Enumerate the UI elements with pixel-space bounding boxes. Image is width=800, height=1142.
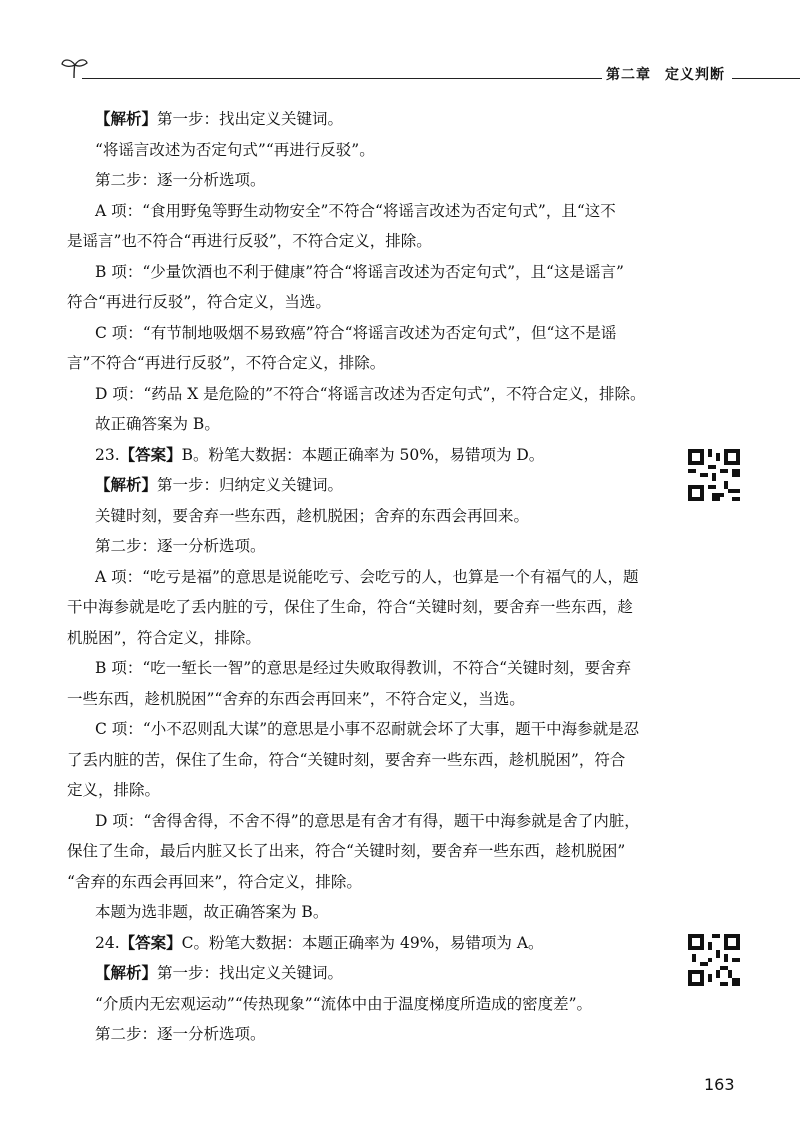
text-line (67, 842, 665, 873)
line-text: D 项：“舍得舍得，不舍不得”的意思是有舍才有得，题干中海参就是舍了内脏， (95, 811, 640, 830)
line-text: 保住了生命，最后内脏又长了出来，符合“关键时刻，要舍弃一些东西，趁机脱困” (67, 842, 626, 860)
text-line (67, 415, 665, 446)
text-line (67, 568, 665, 599)
text-line (67, 232, 665, 263)
text-line (67, 354, 665, 385)
text-line (67, 202, 665, 233)
section-tag: 【答案】 (119, 933, 182, 952)
text-line (67, 873, 665, 904)
line-text: A 项：“食用野兔等野生动物安全”不符合“将谣言改述为否定句式”，且“这不 (95, 201, 616, 220)
question-number: 23. (95, 445, 120, 464)
text-line (67, 995, 665, 1026)
line-text: 第一步：找出定义关键词。 (157, 964, 344, 982)
line-text: B 项：“少量饮酒也不利于健康”符合“将谣言改述为否定句式”，且“这是谣言” (95, 262, 624, 281)
line-text: “将谣言改述为否定句式”“再进行反驳”。 (95, 140, 375, 159)
line-text: 第一步：归纳定义关键词。 (157, 476, 344, 494)
line-text: 本题为选非题，故正确答案为 B。 (95, 903, 329, 921)
line-text: “舍弃的东西会再回来”，符合定义，排除。 (67, 872, 362, 891)
line-text: 言”不符合“再进行反驳”，不符合定义，排除。 (67, 354, 386, 372)
text-line (67, 781, 665, 812)
line-text: 故正确答案为 B。 (95, 415, 220, 433)
text-line (67, 507, 665, 538)
page-header (68, 54, 800, 88)
text-line (67, 598, 665, 629)
text-line (67, 446, 665, 477)
text-line (67, 659, 665, 690)
page-number: 163 (704, 1075, 735, 1094)
line-text: 干中海参就是吃了丢内脏的亏，保住了生命，符合“关键时刻，要舍弃一些东西，趁 (67, 598, 633, 616)
header-rule-left (82, 78, 602, 79)
line-text: B 项：“吃一堑长一智”的意思是经过失败取得教训，不符合“关键时刻，要舍弃 (95, 659, 632, 677)
text-line (67, 537, 665, 568)
section-tag: 【答案】 (119, 445, 182, 464)
line-text: 第二步：逐一分析选项。 (95, 171, 266, 189)
line-text: 是谣言”也不符合“再进行反驳”，不符合定义，排除。 (67, 232, 432, 250)
line-text: C。粉笔大数据：本题正确率为 49%，易错项为 A。 (181, 933, 544, 952)
line-text: A 项：“吃亏是福”的意思是说能吃亏、会吃亏的人，也算是一个有福气的人，题 (95, 567, 639, 586)
sprout-icon (60, 56, 90, 80)
line-text: C 项：“有节制地吸烟不易致癌”符合“将谣言改述为否定句式”，但“这不是谣 (95, 323, 617, 342)
text-line (67, 964, 665, 995)
line-text: 第二步：逐一分析选项。 (95, 537, 266, 555)
text-line (67, 476, 665, 507)
text-line (67, 903, 665, 934)
text-line (67, 293, 665, 324)
line-text: 符合“再进行反驳”，符合定义，当选。 (67, 293, 331, 311)
text-line (67, 324, 665, 355)
text-line (67, 720, 665, 751)
section-tag: 【解析】 (95, 476, 158, 494)
line-text: B。粉笔大数据：本题正确率为 50%，易错项为 D。 (181, 445, 545, 464)
section-tag: 【解析】 (95, 110, 158, 128)
text-line (67, 110, 665, 141)
line-text: “介质内无宏观运动”“传热现象”“流体中由于温度梯度所造成的密度差”。 (95, 994, 593, 1013)
section-label: 定义判断 (665, 67, 725, 83)
section-tag: 【解析】 (95, 964, 158, 982)
text-line (67, 171, 665, 202)
text-line (67, 629, 665, 660)
line-text: 关键时刻，要舍弃一些东西，趁机脱困；舍弃的东西会再回来。 (95, 506, 530, 525)
text-line (67, 385, 665, 416)
line-text: 第一步：找出定义关键词。 (157, 110, 344, 128)
header-rule-right (732, 78, 800, 79)
chapter-label: 第二章 (606, 67, 651, 83)
line-text: C 项：“小不忍则乱大谋”的意思是小事不忍耐就会坏了大事，题干中海参就是忍 (95, 720, 640, 738)
qr-code-icon (688, 449, 740, 501)
question-number: 24. (95, 933, 120, 952)
line-text: 了丢内脏的苦，保住了生命，符合“关键时刻，要舍弃一些东西，趁机脱困”，符合 (67, 750, 626, 769)
text-line (67, 751, 665, 782)
text-line (67, 141, 665, 172)
line-text: 机脱困”，符合定义，排除。 (67, 628, 261, 647)
text-line (67, 934, 665, 965)
text-line (67, 1025, 665, 1056)
line-text: 第二步：逐一分析选项。 (95, 1025, 266, 1043)
text-line (67, 812, 665, 843)
chapter-heading (606, 64, 725, 84)
body-text (67, 110, 665, 1056)
line-text: 定义，排除。 (67, 781, 161, 799)
text-line (67, 690, 665, 721)
line-text: 一些东西，趁机脱困”“舍弃的东西会再回来”，不符合定义，当选。 (67, 689, 525, 708)
line-text: D 项：“药品 X 是危险的”不符合“将谣言改述为否定句式”，不符合定义，排除。 (95, 384, 646, 403)
text-line (67, 263, 665, 294)
qr-code-icon (688, 934, 740, 986)
